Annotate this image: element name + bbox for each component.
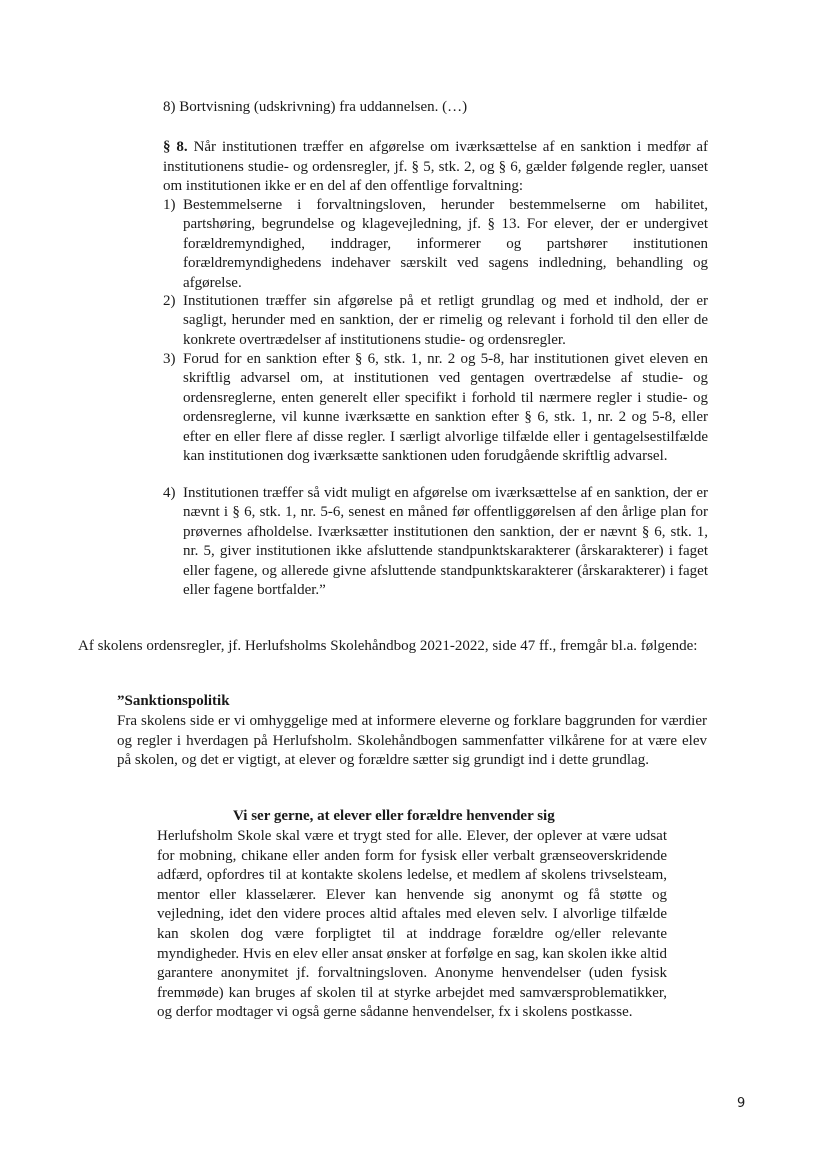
- sanktion-paragraph: Fra skolens side er vi omhyggelige med at informere eleverne og forklare baggrunden for værdier og regler i hverdagen på Herlufsholm. Skolehåndbogen sammenfatter vilkårene for at være elev på skolen, og det er vigtigt, at elever og forældre sætter sig grundigt ind i dette grundlag.: [117, 713, 707, 769]
- henvender-paragraph: Herlufsholm Skole skal være et trygt sted for alle. Elever, der oplever at være udsat for mobning, chikane eller anden form for fysisk eller verbalt grænseoverskridende adfærd, opfordres til at kontakte skolens ledelse, et medlem af skolens trivselsteam, mentor eller klasselærer. Elever kan henvende sig anonymt og få støtte og vejledning, idet den videre proces altid aftales med eleven selv. I alvorlige tilfælde kan skolen dog være forpligtet til at inddrage forældre og/eller relevante myndigheder. Hvis en elev eller ansat ønsker at forfølge en sag, kan skolen ikke altid garantere anonymitet jf. forvaltningsloven. Anonyme henvendelser (uden fysisk fremmøde) kan bruges af skolen til at styrke arbejdet med samværsproblematikker, og derfor modtager vi også gerne sådanne henvendelser, fx i skolens postkasse.: [157, 828, 667, 1021]
- ordensregler-intro: Af skolens ordensregler, jf. Herlufsholms Skolehåndbog 2021-2022, side 47 ff., fremgår bl.a. følgende:: [78, 638, 698, 654]
- list-item-number: 2): [163, 293, 176, 309]
- section-mark: § 8.: [163, 139, 188, 155]
- henvender-heading: Vi ser gerne, at elever eller forældre henvender sig: [233, 808, 555, 824]
- list-item-number: 4): [163, 485, 176, 501]
- section-8-paragraph: [163, 138, 708, 197]
- list-item-text: Institutionen træffer så vidt muligt en afgørelse om iværksættelse af en sanktion, der er nævnt i § 6, stk. 1, nr. 5-6, senest en måned før offentliggørelsen af den årlige plan for prøvernes afholdelse. Iværksætter institutionen den sanktion, der er nævnt § 6, stk. 1, nr. 5, giver institutionen ikke afsluttende standpunktskarakterer (årskarakterer) i faget eller fagene, og allerede givne afsluttende standpunktskarakterer (årskarakterer) i faget eller fagene bortfalder.”: [183, 485, 708, 599]
- list-item-number: 1): [163, 197, 176, 213]
- list-item-text: Institutionen træffer sin afgørelse på et retligt grundlag og med et indhold, der er sagligt, herunder med en sanktion, der er rimelig og relevant i forhold til den eller de konkrete overtrædelser af institutionens studie- og ordensregler.: [183, 293, 708, 348]
- list-item-number: 3): [163, 351, 176, 367]
- section-text: Når institutionen træffer en afgørelse om iværksættelse af en sanktion i medfør af institutionens studie- og ordensregler, jf. § 5, stk. 2, og § 6, gælder følgende regler, uanset om institutionen ikke er en del af den offentlige forvaltning:: [163, 139, 709, 195]
- intro-line: 8) Bortvisning (udskrivning) fra uddannelsen. (…): [163, 99, 468, 115]
- list-item-text: Bestemmelserne i forvaltningsloven, herunder bestemmelserne om habilitet, partshøring, begrundelse og klagevejledning, jf. § 13. For elever, der er undergivet forældremyndighed, inddrager, informerer og partshører institutionen forældremyndighedens indehaver særskilt ved sagens indledning, behandling og afgørelse.: [183, 197, 708, 291]
- list-item-text: Forud for en sanktion efter § 6, stk. 1, nr. 2 og 5-8, har institutionen givet eleven en skriftlig advarsel om, at institutionen ved gentagen overtrædelse af studie- og ordensreglerne, enten generelt eller specifikt i forhold til nærmere regler i studie- og ordensreglerne, vil kunne iværksætte en sanktion efter § 6, stk. 1, nr. 2 og 5-8, eller efter en eller flere af disse regler. I særligt alvorlige tilfælde eller i gentagelsestilfælde kan institutionen dog iværksætte sanktionen uden forudgående skriftlig advarsel.: [183, 351, 708, 465]
- page-number: 9: [737, 1096, 746, 1111]
- sanktion-heading: ”Sanktionspolitik: [117, 693, 230, 709]
